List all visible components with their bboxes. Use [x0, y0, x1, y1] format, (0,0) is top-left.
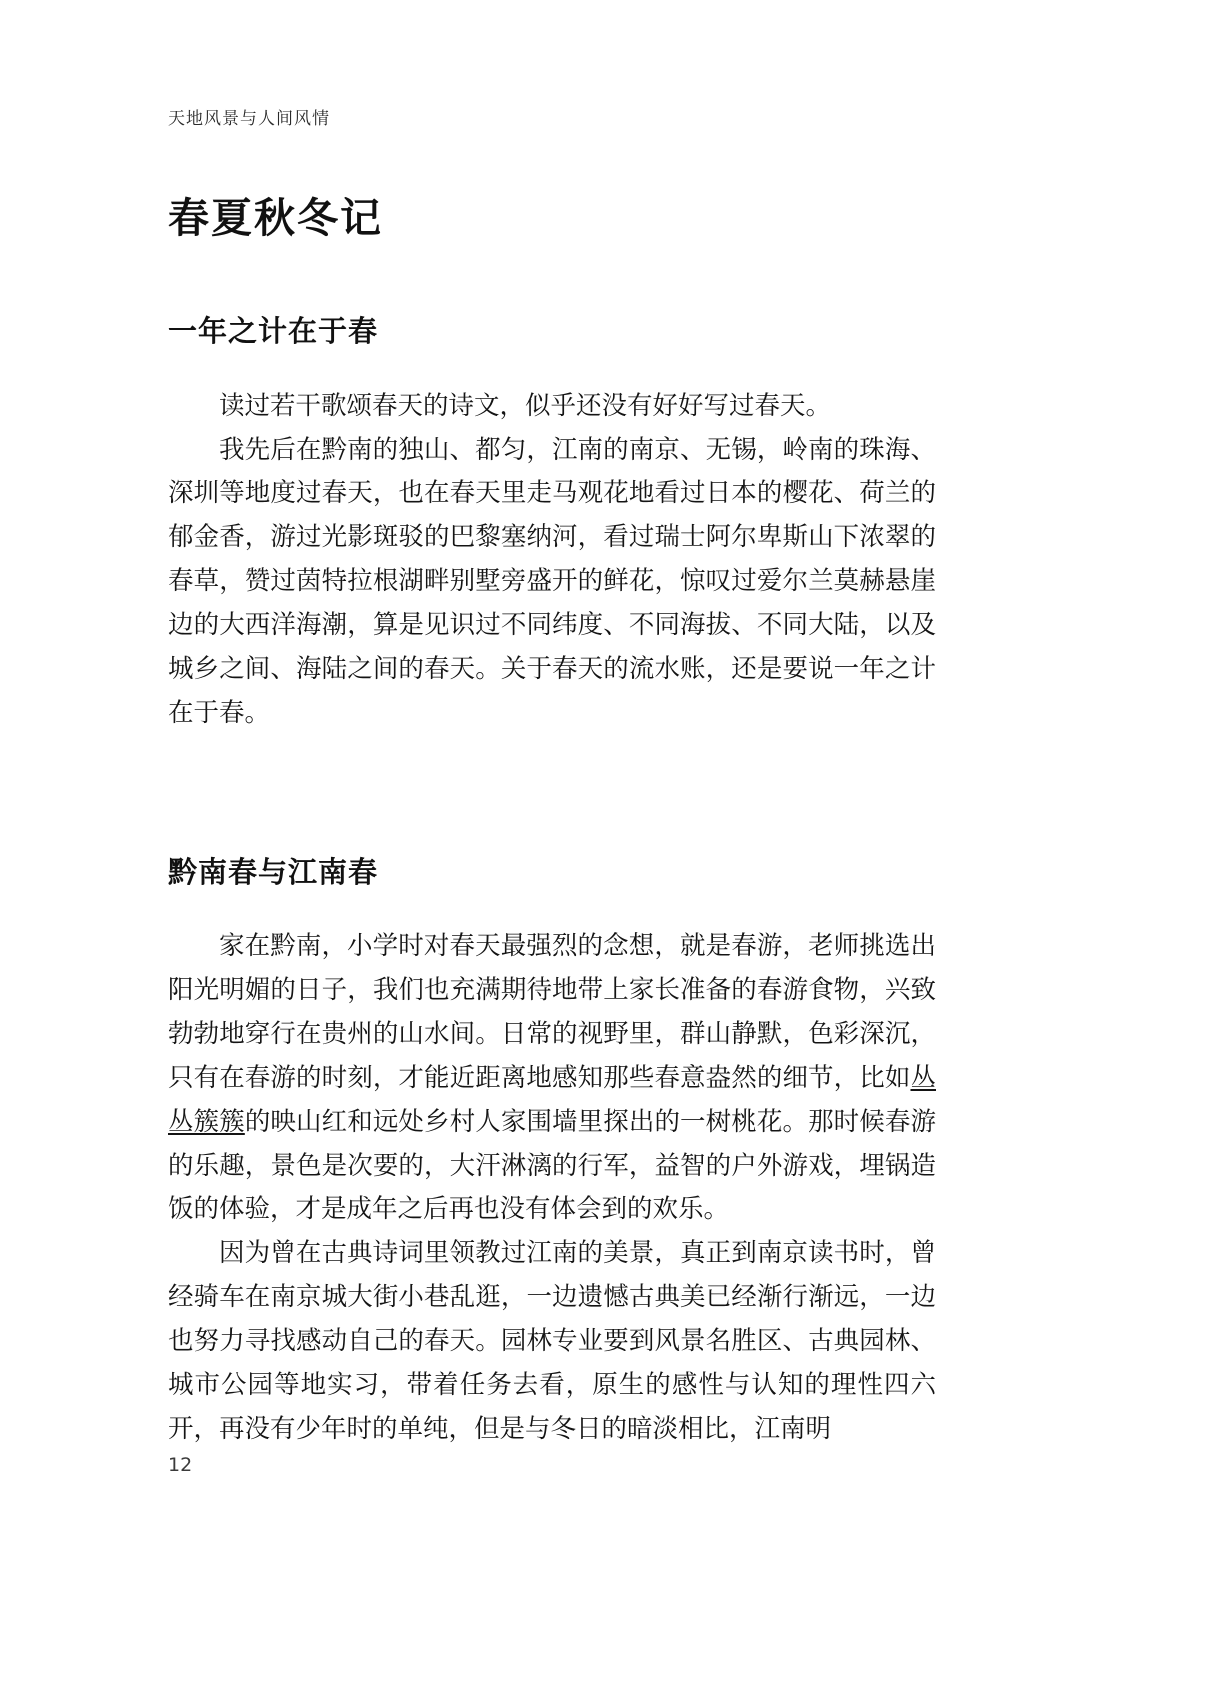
paragraph: 因为曾在古典诗词里领教过江南的美景，真正到南京读书时，曾经骑车在南京城大街小巷乱逛，一边遗憾古典美已经渐行渐远，一边也努力寻找感动自己的春天。园林专业要到风景名胜区、古典园林、城市公园等地实习，带着任务去看，原生的感性与认知的理性四六开，再没有少年时的单纯，但是与冬日的暗淡相比，江南明 — [168, 1238, 936, 1444]
page-content — [168, 0, 936, 1452]
emphasis-underline: 丛丛簇簇 — [168, 1062, 936, 1137]
chapter-title: 春夏秋冬记 — [168, 193, 383, 242]
running-head: 天地风景与人间风情 — [168, 109, 330, 129]
paragraph: 家在黔南，小学时对春天最强烈的念想，就是春游，老师挑选出阳光明媚的日子，我们也充满期待地带上家长准备的春游食物，兴致勃勃地穿行在贵州的山水间。日常的视野里，群山静默，色彩深沉，只有在春游的时刻，才能近距离地感知那些春意盎然的细节，比如丛丛簇簇的映山红和远处乡村人家围墙里探出的一树桃花。那时候春游的乐趣，景色是次要的，大汗淋漓的行军，益智的户外游戏，埋锅造饭的体验，才是成年之后再也没有体会到的欢乐。 — [168, 931, 936, 1225]
section-heading-spring-plan: 一年之计在于春 — [168, 313, 379, 348]
paragraph: 读过若干歌颂春天的诗文，似乎还没有好好写过春天。 — [219, 390, 832, 421]
paragraph: 我先后在黔南的独山、都匀，江南的南京、无锡，岭南的珠海、深圳等地度过春天，也在春天里走马观花地看过日本的樱花、荷兰的郁金香，游过光影斑驳的巴黎塞纳河，看过瑞士阿尔卑斯山下浓翠的春草，赞过茵特拉根湖畔别墅旁盛开的鲜花，惊叹过爱尔兰莫赫悬崖边的大西洋海潮，算是见识过不同纬度、不同海拔、不同大陆，以及城乡之间、海陆之间的春天。关于春天的流水账，还是要说一年之计在于春。 — [168, 434, 936, 728]
page-number: 12 — [168, 1454, 193, 1476]
section-1-body — [168, 385, 936, 736]
section-2-body — [168, 925, 936, 1451]
section-heading-qiannan-jiangnan: 黔南春与江南春 — [168, 854, 379, 889]
